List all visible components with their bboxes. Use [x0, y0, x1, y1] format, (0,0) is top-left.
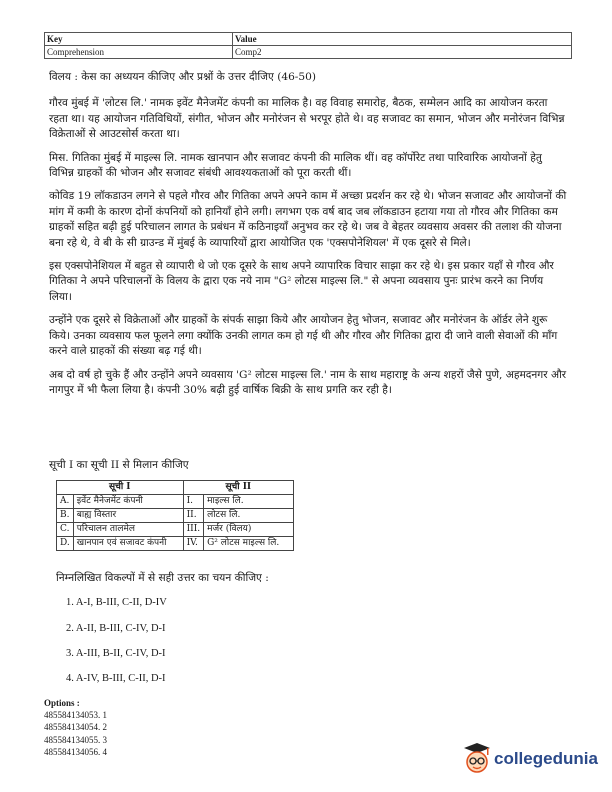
answer-choice-4[interactable]: 4. A-IV, B-III, C-II, D-I — [66, 673, 166, 684]
list-2-header: सूची II — [183, 481, 293, 495]
row-letter: A. — [57, 495, 74, 509]
answer-choice-3[interactable]: 3. A-III, B-II, C-IV, D-I — [66, 648, 166, 659]
row-numeral: II. — [183, 509, 204, 523]
match-table — [56, 480, 294, 551]
choose-instruction: निम्नलिखित विकल्पों में से सही उत्तर का चयन कीजिए : — [56, 572, 269, 584]
collegedunia-logo — [460, 742, 610, 782]
answer-choice-1[interactable]: 1. A-I, B-III, C-II, D-IV — [66, 597, 167, 608]
kv-key: Comprehension — [45, 46, 233, 59]
kv-header-value: Value — [233, 33, 572, 46]
answer-choice-2[interactable]: 2. A-II, B-III, C-IV, D-I — [66, 623, 166, 634]
logo-text: collegedunia — [494, 749, 598, 768]
paragraph: उन्होंने एक दूसरे से विक्रेताओं और ग्राहकों के संपर्क साझा किये और आयोजन हेतु भोजन, सजावट और मनोरंजन के ऑर्डर लेने शुरू किये। उनका व्यवसाय फल फूलने लगा क्योंकि उनकी लागत कम हो गई थी और गौरव और गितिका द्वारा दी जाने वाली सेवाओं की माँग करने वाले ग्राहकों की संख्या बढ़ गई थी। — [49, 314, 558, 358]
key-value-table — [44, 32, 572, 59]
option-id: 485584134056. 4 — [44, 746, 107, 757]
paragraph: गौरव मुंबई में 'लोटस लि.' नामक इवेंट मैनेजमेंट कंपनी का मालिक है। वह विवाह समारोह, बैठक, सम्मेलन आदि का आयोजन करता रहता था। यह आयोजन गतिविधियों, संगीत, भोजन और मनोरंजन से भरपूर होते थे। वह सजावट का समान, भोजन और मनोरंजन विभिन्न विक्रेताओं से आउटसोर्स करता था। — [49, 97, 565, 141]
list-1-header: सूची I — [57, 481, 184, 495]
list-1-item: परिचालन तालमेल — [73, 523, 183, 537]
paragraph: इस एक्सपोनेशियल में बहुत से व्यापारी थे जो एक दूसरे के साथ अपने व्यापारिक विचार साझा कर रहे थे। इस प्रकार यहाँ से गौरव और गितिका ने अपने परिचालनों के विलय के द्वारा एक नये नाम "G² लोटस माइल्स लि." से अपना व्यवसाय पुनः प्रारंभ करने का निर्णय लिया। — [49, 260, 554, 303]
match-header-row — [57, 481, 294, 495]
case-study — [49, 70, 569, 406]
option-id: 485584134053. 1 — [44, 710, 107, 721]
row-numeral: IV. — [183, 537, 204, 551]
option-id: 485584134055. 3 — [44, 734, 107, 745]
kv-header-row — [45, 33, 572, 46]
match-instruction: सूची I का सूची II से मिलान कीजिए — [49, 459, 189, 471]
list-1-item: इवेंट मैनेजमेंट कंपनी — [73, 495, 183, 509]
row-letter: D. — [57, 537, 74, 551]
kv-value: Comp2 — [233, 46, 572, 59]
kv-header-key: Key — [45, 33, 233, 46]
row-letter: B. — [57, 509, 74, 523]
match-row — [57, 537, 294, 551]
paragraph: कोविड 19 लॉकडाउन लगने से पहले गौरव और गितिका अपने अपने काम में अच्छा प्रदर्शन कर रहे थे। भोजन सजावट और आयोजनों की मांग में कमी के कारण दोनों कंपनियों को हानियाँ होने लगी। लगभग एक वर्ष बाद जब लॉकडाउन हटाया गया तो गौरव और गितिका कम ग्राहकों सहित बढ़ी हुई परिचालन लागत के प्रबंधन में कठिनाइयाँ अनुभव कर रहे थे। जब वे बेहतर व्यवसाय अवसर की तलाश की योजना बना रहे थे, वे बी के सी ग्राउन्ड में मुंबई के व्यापारियों द्वारा आयोजित एक 'एक्सपोनेशियल' में एक दूसरे से मिले। — [49, 190, 567, 249]
option-id: 485584134054. 2 — [44, 722, 107, 733]
options-label: Options : — [44, 698, 80, 708]
row-letter: C. — [57, 523, 74, 537]
list-2-item: G² लोटस माइल्स लि. — [204, 537, 294, 551]
list-2-item: माइल्स लि. — [204, 495, 294, 509]
case-intro: विलय : केस का अध्ययन कीजिए और प्रश्नों के उत्तर दीजिए (46-50) — [49, 71, 316, 83]
list-2-item: लोटस लि. — [204, 509, 294, 523]
kv-row — [45, 46, 572, 59]
list-1-item: खानपान एवं सजावट कंपनी — [73, 537, 183, 551]
graduate-mascot-icon — [462, 742, 492, 776]
paragraph: अब दो वर्ष हो चुके हैं और उन्होंने अपने व्यवसाय 'G² लोटस माइल्स लि.' नाम के साथ महाराष्ट्र के अन्य शहरों जैसे पुणे, अहमदनगर और नागपुर में भी फैला लिया है। कंपनी 30% बढ़ी हुई वार्षिक बिक्री के साथ प्रगति कर रही है। — [49, 368, 567, 396]
options-list — [44, 697, 107, 758]
list-1-item: बाह्य विस्तार — [73, 509, 183, 523]
match-row — [57, 495, 294, 509]
match-row — [57, 523, 294, 537]
list-2-item: मर्जर (विलय) — [204, 523, 294, 537]
match-row — [57, 509, 294, 523]
paragraph: मिस. गितिका मुंबई में माइल्स लि. नामक खानपान और सजावट कंपनी की मालिक थीं। वह कॉर्पोरेट तथा पारिवारिक आयोजनों हेतु विभिन्न ग्राहकों की भोजन और सजावट संबंधी आवश्यकताओं को पूरा करती थीं। — [49, 151, 542, 180]
row-numeral: III. — [183, 523, 204, 537]
row-numeral: I. — [183, 495, 204, 509]
